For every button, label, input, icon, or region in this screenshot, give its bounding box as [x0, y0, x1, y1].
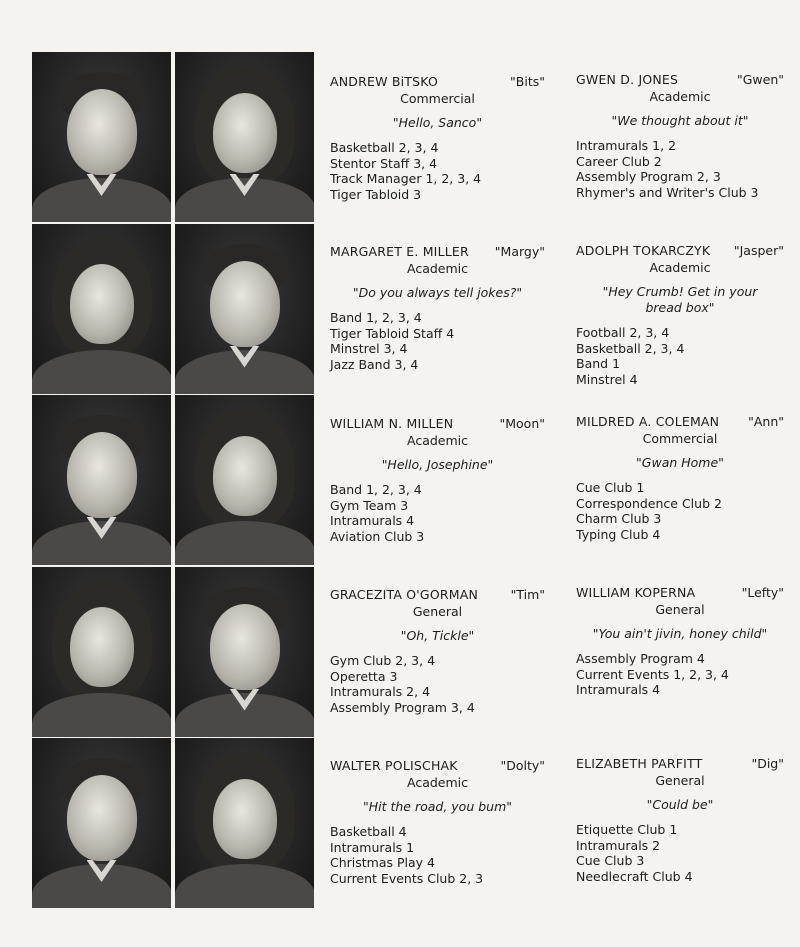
activities-list [576, 138, 784, 200]
activity-item: Minstrel 4 [576, 371, 638, 387]
entry-william-millen [330, 416, 545, 544]
activities-list [576, 480, 784, 542]
portrait-walter-polischak [32, 738, 171, 908]
activities-list [330, 824, 545, 886]
student-motto: "We thought about it" [611, 113, 749, 128]
student-nickname: "Tim" [510, 587, 545, 602]
student-name: GWEN D. JONES [576, 72, 679, 87]
activity-item: Track Manager 1, 2, 3, 4 [330, 171, 482, 186]
activity-item: Rhymer's and Writer's Club 3 [576, 184, 759, 200]
activity-item: Cue Club 3 [576, 853, 645, 868]
student-name: ADOLPH TOKARCZYK [576, 243, 711, 258]
activity-item: Correspondence Club 2 [576, 495, 722, 511]
activity-item: Gym Club 2, 3, 4 [330, 653, 436, 668]
student-course: General [412, 604, 463, 619]
activity-item: Tiger Tabloid Staff 4 [330, 325, 455, 341]
photo-grid [32, 52, 314, 908]
portrait-margaret-miller [32, 224, 171, 394]
activity-item: Band 1, 2, 3, 4 [330, 310, 422, 325]
student-name: WALTER POLISCHAK [330, 758, 458, 773]
student-name: ELIZABETH PARFITT [576, 756, 703, 771]
activity-item: Typing Club 4 [576, 526, 661, 542]
activities-list [330, 482, 545, 544]
student-course: Academic [406, 775, 468, 790]
student-course: Academic [649, 260, 711, 275]
activity-item: Aviation Club 3 [330, 528, 425, 544]
student-motto: "Hello, Sanco" [392, 115, 483, 130]
activity-item: Intramurals 2, 4 [330, 684, 431, 699]
student-course: Academic [406, 433, 468, 448]
activity-item: Gym Team 3 [330, 497, 409, 513]
portrait-andrew-bitsko [32, 52, 171, 222]
student-nickname: "Dolty" [500, 758, 545, 773]
activity-item: Football 2, 3, 4 [576, 325, 670, 340]
activity-item: Tiger Tabloid 3 [330, 186, 422, 202]
activities-list [576, 822, 784, 884]
activity-item: Stentor Staff 3, 4 [330, 155, 438, 171]
entry-margaret-miller [330, 244, 545, 372]
student-name: ANDREW BiTSKO [330, 74, 439, 89]
student-nickname: "Dig" [751, 756, 784, 771]
activity-item: Current Events Club 2, 3 [330, 870, 484, 886]
activity-item: Assembly Program 3, 4 [330, 699, 475, 715]
activity-item: Etiquette Club 1 [576, 822, 678, 837]
entry-andrew-bitsko [330, 74, 545, 202]
activity-item: Needlecraft Club 4 [576, 868, 693, 884]
portrait-gracezita-ogorman [32, 567, 171, 737]
activities-list [330, 310, 545, 372]
student-name: MILDRED A. COLEMAN [576, 414, 720, 429]
activity-item: Assembly Program 4 [576, 651, 705, 666]
activity-item: Intramurals 4 [576, 682, 661, 697]
activity-item: Operetta 3 [330, 668, 398, 684]
activities-list [576, 651, 784, 698]
student-nickname: "Jasper" [733, 243, 784, 258]
student-motto: "Do you always tell jokes?" [352, 285, 523, 300]
activity-item: Basketball 2, 3, 4 [330, 140, 439, 155]
student-motto: "Hit the road, you bum" [362, 799, 513, 814]
student-nickname: "Ann" [748, 414, 784, 429]
student-nickname: "Moon" [499, 416, 545, 431]
activity-item: Minstrel 3, 4 [330, 341, 408, 356]
portrait-william-koperna [175, 567, 314, 737]
student-nickname: "Bits" [510, 74, 545, 89]
student-nickname: "Gwen" [736, 72, 784, 87]
entry-mildred-coleman [576, 414, 784, 542]
activity-item: Intramurals 1, 2 [576, 138, 677, 153]
student-motto: "Hey Crumb! Get in your bread box" [602, 284, 758, 315]
student-motto: "Could be" [646, 797, 714, 812]
activity-item: Jazz Band 3, 4 [330, 356, 419, 372]
entry-walter-polischak [330, 758, 545, 886]
activity-item: Band 1, 2, 3, 4 [330, 482, 422, 497]
student-motto: "You ain't jivin, honey child" [592, 626, 768, 641]
activity-item: Intramurals 2 [576, 837, 661, 853]
activities-list [576, 325, 784, 387]
activity-item: Basketball 2, 3, 4 [576, 340, 685, 356]
student-nickname: "Margy" [494, 244, 545, 259]
activity-item: Christmas Play 4 [330, 855, 435, 870]
student-name: WILLIAM KOPERNA [576, 585, 696, 600]
student-course: Academic [649, 89, 711, 104]
student-course: Academic [406, 261, 468, 276]
activity-item: Basketball 4 [330, 824, 407, 839]
entry-gracezita-ogorman [330, 587, 545, 715]
activity-item: Assembly Program 2, 3 [576, 169, 721, 184]
student-motto: "Oh, Tickle" [400, 628, 475, 643]
entry-elizabeth-parfitt [576, 756, 784, 884]
portrait-mildred-coleman [175, 395, 314, 565]
activities-list [330, 653, 545, 715]
student-motto: "Hello, Josephine" [381, 457, 494, 472]
activity-item: Current Events 1, 2, 3, 4 [576, 666, 729, 682]
student-course: Commercial [400, 91, 475, 106]
student-name: GRACEZITA O'GORMAN [330, 587, 479, 602]
portrait-gwen-jones [175, 52, 314, 222]
activities-list [330, 140, 545, 202]
activity-item: Career Club 2 [576, 153, 662, 169]
student-motto: "Gwan Home" [636, 455, 724, 470]
portrait-adolph-tokarczyk [175, 224, 314, 394]
student-course: General [655, 602, 705, 617]
portrait-william-millen [32, 395, 171, 565]
entry-adolph-tokarczyk [576, 243, 784, 387]
student-name: MARGARET E. MILLER [330, 244, 469, 259]
activity-item: Charm Club 3 [576, 511, 662, 526]
activity-item: Intramurals 1 [330, 839, 415, 855]
activity-item: Cue Club 1 [576, 480, 645, 495]
student-course: General [655, 773, 705, 788]
entry-gwen-jones [576, 72, 784, 200]
student-nickname: "Lefty" [741, 585, 784, 600]
student-name: WILLIAM N. MILLEN [330, 416, 454, 431]
portrait-elizabeth-parfitt [175, 738, 314, 908]
entry-william-koperna [576, 585, 784, 698]
activity-item: Band 1 [576, 356, 621, 371]
student-course: Commercial [642, 431, 718, 446]
activity-item: Intramurals 4 [330, 513, 415, 528]
